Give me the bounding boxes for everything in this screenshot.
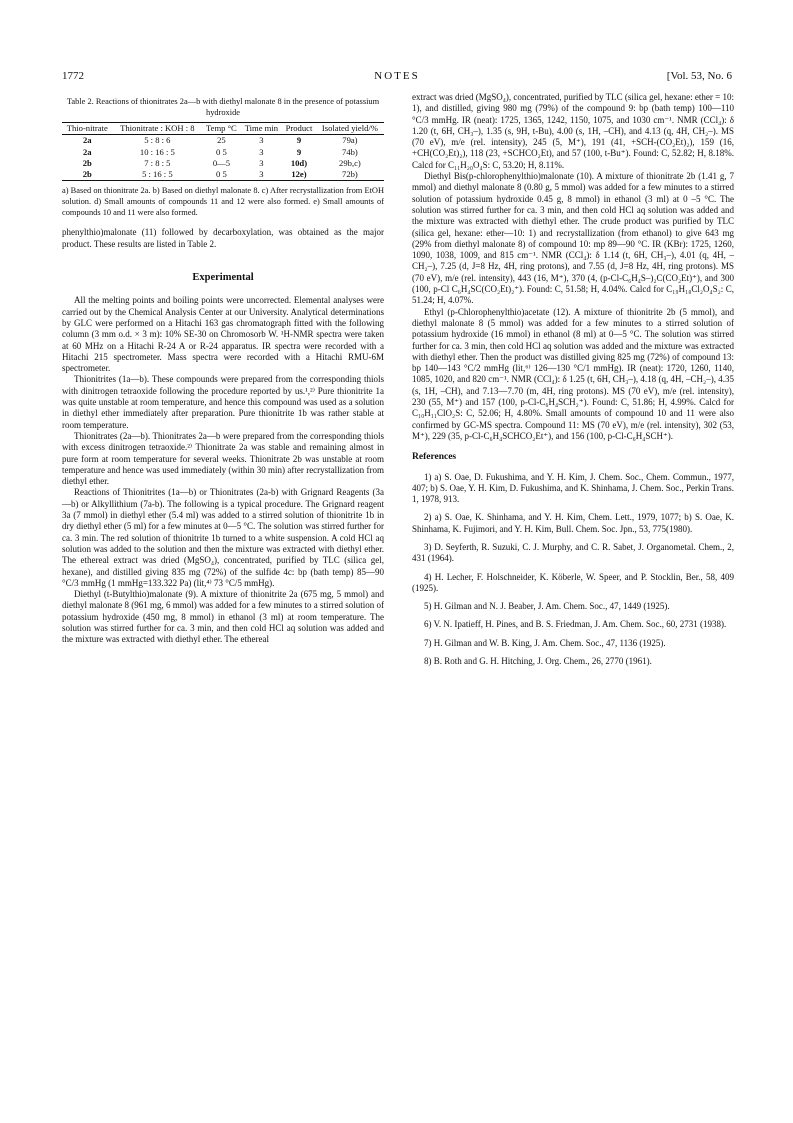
left-column: [62, 92, 384, 646]
paragraph-ethyl-chlorophenylthio-acetate: Ethyl (p-Chlorophenylthio)acetate (12). A mixture of thionitrite 2b (5 mmol), and diethyl malonate 8 (5 mmol) was added for a few minutes to a stirred solution of potassium hydroxide (16 mmol) in ethanol (8 ml) at 0—5 °C. The solution was stirred further for ca. 3 min, then cold HCl aq solution was added and the mixture was extracted with diethyl ether. Then the product was distilled giving 825 mg (72%) of compound 13: bp 140—143 °C/2 mmHg (lit,⁶⁾ 126—130 °C/1 mmHg). IR (neat): 1720, 1260, 1140, 1085, 1020, and 820 cm⁻¹. NMR (CCl₄): δ 1.25 (t, 6H, CH₃–), 4.18 (q, 4H, –CH₂–), 4.35 (s, 1H, –CH), and 7.13—7.70 (m, 4H, ring protons). MS (70 eV), m/e (rel. intensity), 230 (55, M⁺) and 157 (100, p-Cl-C₆H₄SCH₂⁺). Found: C, 51.86; H, 4.99%. Calcd for C₁₀H₁₁ClO₂S: C, 52.06; H, 4.80%. Small amounts of compound 10 and 11 were also confirmed by GC-MS spectra. Compound 11: MS (70 eV), m/e (rel. intensity), 302 (53, M⁺), 229 (35, p-Cl-C₆H₄SCHCO₂Et⁺), and 156 (100, p-Cl-C₆H₄SCH⁺).: [412, 306, 734, 441]
table-cell: 72b): [316, 169, 384, 181]
table-cell: 2b: [82, 157, 92, 168]
table-header: Isolated yield/%: [316, 123, 384, 135]
table-cell: 29b,c): [339, 157, 361, 168]
reference-item: 5) H. Gilman and N. J. Beaber, J. Am. Chem. Soc., 47, 1449 (1925).: [424, 601, 670, 612]
table-cell: 5 : 16 : 5: [113, 169, 203, 181]
table-header: Temp °C: [202, 123, 240, 135]
table-row: [62, 169, 384, 181]
table-cell: 12e): [282, 169, 316, 181]
table-cell: 3: [241, 169, 282, 181]
table-footnotes: a) Based on thionitrate 2a. b) Based on diethyl malonate 8. c) After recrystallization from EtOH solution. d) Small amounts of compounds 11 and 12 were also formed. e) Small amounts of compounds 10 and 11 were also formed.: [62, 186, 384, 218]
reference-item: 3) D. Seyferth, R. Suzuki, C. J. Murphy, and C. R. Sabet, J. Organometal. Chem., 2, 431 (1964).: [412, 541, 734, 564]
table-header: Thionitrate : KOH : 8: [113, 123, 203, 135]
table-cell: 5 : 8 : 6: [144, 135, 171, 146]
table-cell: 3: [259, 146, 264, 157]
reference-item: 2) a) S. Oae, K. Shinhama, and Y. H. Kim, Chem. Lett., 1979, 1077; b) S. Oae, K. Shinhama, K. Fujimori, and Y. H. Kim, Bull. Chem. Soc. Jpn., 53, 775(1980).: [412, 512, 734, 534]
reference-item: 4) H. Lecher, F. Holschneider, K. Köberle, W. Speer, and P. Stocklin, Ber., 58, 409 (1925).: [412, 571, 734, 593]
references-heading: References: [412, 452, 457, 463]
paragraph-thionitrites: Thionitrites (1a—b). These compounds were prepared from the corresponding thiols with dinitrogen tetraoxide following the procedure reported by us.¹,²⁾ Pure thionitrite 1a was quite unstable at room temperature, and hence this compound was used as a solution in diethyl ether immediately after preparation. Pure thionitrite 1b was rather stable at room temperature.: [62, 374, 384, 430]
table-2: [62, 96, 384, 218]
table-header: Product: [282, 123, 316, 135]
paragraph-continuation-right: extract was dried (MgSO₄), concentrated, purified by TLC (silica gel, hexane: ether = 10: 1), and distilled, giving 980 mg (79%) of the compound 9: bp (bath temp) 100—110 °C/3 mmHg. IR (neat): 1725, 1365, 1242, 1150, 1075, and 1030 cm⁻¹. NMR (CCl₄): δ 1.20 (t, 6H, CH₃–), 1.35 (s, 9H, t-Bu), 4.00 (s, 1H, –CH), and 4.13 (q, 4H, CH₂–). MS (70 eV), m/e (rel. intensity), 245 (5, M⁺), 191 (41, +SCH-(CO₂Et)₂), 159 (16, +CH(CO₂Et)₂), 118 (23, +SCHCO₂Et), and 57 (100, t-Bu⁺). Found: C, 52.82; H, 8.18%. Calcd for C₁₁H₂₀O₄S: C, 53.20; H, 8.11%.: [412, 92, 734, 170]
table-cell: 0 5: [216, 146, 227, 157]
table-cell: 10 : 16 : 5: [139, 146, 175, 157]
paragraph-general: All the melting points and boiling points were uncorrected. Elemental analyses were carried out by the Chemical Analysis Center at our University. Analytical determinations by GLC were performed on a Hitachi 163 gas chromatograph fitted with the following column (3 mm o.d. × 3 m): 10% SE-30 on Chromosorb W. ¹H-NMR spectra were taken at 60 MHz on a Hitachi R-24 A or R-24 apparatus. IR spectra were recorded with a Hitachi 215 spectrometer. Mass spectra were recorded with a Hitachi RMU-6M spectrometer.: [62, 295, 384, 374]
table-row: [62, 158, 384, 169]
table-2-grid: [62, 122, 384, 181]
table-cell: 2b: [62, 169, 113, 181]
reference-item: 6) V. N. Ipatieff, H. Pines, and B. S. Friedman, J. Am. Chem. Soc., 60, 2731 (1938).: [424, 619, 727, 630]
table-header: Time min: [241, 123, 282, 135]
table-cell: 2a: [82, 146, 92, 157]
paragraph-grignard-reactions: Reactions of Thionitrites (1a—b) or Thionitrates (2a-b) with Grignard Reagents (3a—b) or Alkyllithium (7a-b). The following is a typical procedure. The Grignard reagent 3a (7 mmol) in diethyl ether (5.4 ml) was added to a stirred solution of thionitrite 1b in dry diethyl ether (5 ml) for a few minutes at 0—5 °C. The solution was stirred further for ca. 3 min. The red solution of thionitrite 1b turned to a white suspension. A cold HCl aq solution was added to the solution and then the mixture was extracted with diethyl ether. The ethereal extract was dried (MgSO₄), concentrated, purified by TLC (silica gel, hexane), and distilled giving 835 mg (72%) of the sulfide 4c: bp (bath temp) 85—90 °C/3 mmHg (1 mmHg=133.322 Pa) (lit,⁴⁾ 73 °C/5 mmHg).: [62, 487, 384, 588]
table-cell: 3: [259, 157, 264, 168]
paragraph-bis-chlorophenylthio-malonate: Diethyl Bis(p-chlorophenylthio)malonate (10). A mixture of thionitrate 2b (1.41 g, 7 mmol) and diethyl malonate 8 (0.80 g, 5 mmol) was added for a few minutes to a stirred solution of potassium hydroxide 0.45 g, 8 mmol) in ethanol (3 ml) at 0 –5 °C. The solution was stirred further for ca. 3 min, and then cold HCl aq solution was added and the mixture was extracted with diethyl ether. The crude product was purified by TLC (silica gel, hexane: ether—10: 1) and recrystallization (from ethanol) to give 643 mg (29% from diethyl malonate 8) of compound 10: mp 89—90 °C. IR (KBr): 1725, 1260, 1090, 1038, 1009, and 815 cm⁻¹. NMR (CCl₄): δ 1.14 (t, 6H, CH₃–), 4.01 (q, 4H, –CH₂–), 7.25 (d, J=8 Hz, 4H, ring protons), and 7.55 (d, J=8 Hz, 4H, ring protons). MS (70 eV), m/e (rel. intensity), 443 (16, M⁺), 370 (4, (p-Cl-C₆H₄S–)₂C(CO₂Et)⁺), and 300 (100, p-Cl C₆H₄SC(CO₂Et)₂⁺). Found: C, 51.58; H, 4.04%. Calcd for C₁₉H₁₈Cl₂O₄S₂: C, 51.24; H, 4.07%.: [412, 171, 734, 306]
table-cell: 9: [296, 146, 302, 157]
paragraph-continuation: phenylthio)malonate (11) followed by decarboxylation, was obtained as the major product. These results are listed in Table 2.: [62, 227, 384, 249]
page-header: [62, 70, 732, 86]
table-cell: 25: [217, 135, 226, 146]
table-cell: 79a): [342, 135, 358, 146]
table-cell: 0—5: [212, 157, 231, 168]
table-cell: 3: [259, 135, 264, 146]
reference-item: 8) B. Roth and G. H. Hitching, J. Org. Chem., 26, 2770 (1961).: [424, 656, 652, 667]
table-cell: 0 5: [202, 169, 240, 181]
journal-section-title: NOTES: [374, 70, 420, 82]
right-column: [412, 92, 734, 667]
table-cell: 7 : 8 : 5: [144, 157, 171, 168]
table-caption: Table 2. Reactions of thionitrates 2a—b with diethyl malonate 8 in the presence of potassium hydroxide: [66, 97, 380, 117]
table-cell: 10d): [290, 157, 308, 168]
table-row: [62, 135, 384, 147]
page-number: 1772: [62, 70, 84, 82]
table-header: Thio-nitrate: [62, 123, 113, 135]
references-list: [412, 472, 734, 668]
paragraph-thionitrates: Thionitrates (2a—b). Thionitrates 2a—b were prepared from the corresponding thiols with excess dinitrogen tetraoxide.²⁾ Thionitrate 2a was stable and remaining almost in pure form at room temperature for several weeks. Thionitrate 2b was unstable at room temperature and hence was used immediately (within 30 min) after recrystallization from diethyl ether.: [62, 430, 384, 487]
paragraph-diethyl-butylthio-malonate: Diethyl (t-Butylthio)malonate (9). A mixture of thionitrite 2a (675 mg, 5 mmol) and diethyl malonate 8 (961 mg, 6 mmol) was added for a few minutes to a stirred solution of potassium hydroxide (450 mg, 8 mmol) in ethanol (3 ml) at room temperature. The solution was stirred further for ca. 3 min, and then cold HCl aq solution was added and the mixture was extracted with diethyl ether. The ethereal: [62, 589, 384, 645]
table-row: [62, 147, 384, 158]
table-cell: 9: [296, 135, 302, 146]
experimental-heading: Experimental: [192, 272, 254, 284]
reference-item: 7) H. Gilman and W. B. King, J. Am. Chem. Soc., 47, 1136 (1925).: [424, 637, 666, 648]
table-cell: 74b): [342, 146, 358, 157]
reference-item: 1) a) S. Oae, D. Fukushima, and Y. H. Kim, J. Chem. Soc., Chem. Commun., 1977, 407; b) S. Oae, Y. H. Kim, D. Fukushima, and K. Shinhama, J. Chem. Soc., Perkin Trans. 1, 1978, 913.: [412, 471, 735, 505]
volume-label: [Vol. 53, No. 6: [666, 70, 732, 82]
table-cell: 2a: [82, 135, 92, 146]
